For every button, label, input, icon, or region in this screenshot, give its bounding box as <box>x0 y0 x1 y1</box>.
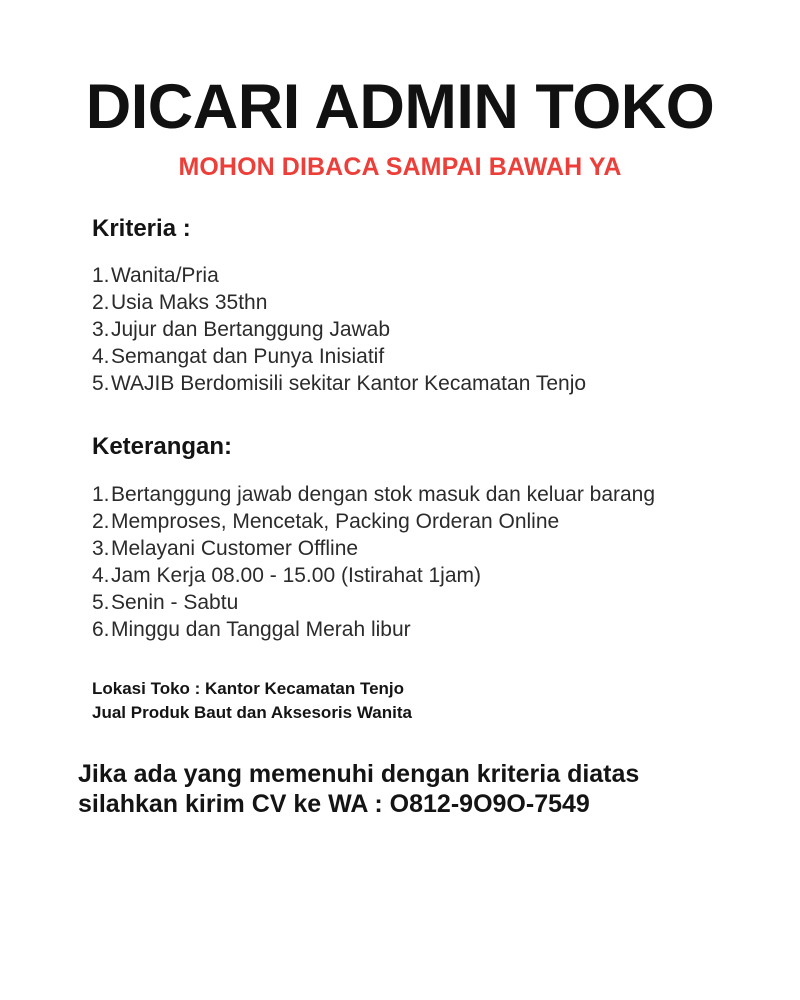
list-item-number: 3. <box>92 537 110 560</box>
product-type-line: Jual Produk Baut dan Aksesoris Wanita <box>92 703 412 722</box>
criteria-heading: Kriteria : <box>92 215 191 242</box>
poster-header <box>0 0 800 180</box>
list-item-label: Usia Maks 35thn <box>111 291 268 314</box>
list-item-label: Jam Kerja 08.00 - 15.00 (Istirahat 1jam) <box>111 564 482 587</box>
list-item-label: Bertanggung jawab dengan stok masuk dan keluar barang <box>111 483 656 506</box>
list-item-label: WAJIB Berdomisili sekitar Kantor Kecamatan Tenjo <box>111 372 587 395</box>
list-item-number: 6. <box>92 618 110 641</box>
closing-call-to-action <box>0 725 800 819</box>
list-item <box>92 535 800 562</box>
list-item <box>92 370 800 397</box>
list-item-label: Memproses, Mencetak, Packing Orderan Online <box>111 510 560 533</box>
list-item <box>92 481 800 508</box>
closing-line-2-whatsapp: silahkan kirim CV ke WA : O812-9O9O-7549 <box>78 790 590 818</box>
list-item <box>92 508 800 535</box>
list-item-label: Jujur dan Bertanggung Jawab <box>111 318 391 341</box>
store-location-line: Lokasi Toko : Kantor Kecamatan Tenjo <box>92 679 405 698</box>
page-title: DICARI ADMIN TOKO <box>85 72 715 142</box>
list-item <box>92 343 800 370</box>
list-item-number: 2. <box>92 291 110 314</box>
list-item <box>92 589 800 616</box>
list-item <box>92 616 800 643</box>
location-block <box>0 643 800 725</box>
list-item <box>92 316 800 343</box>
list-item-number: 5. <box>92 372 110 395</box>
list-item-label: Semangat dan Punya Inisiatif <box>111 345 385 368</box>
details-list <box>92 459 800 643</box>
list-item-label: Melayani Customer Offline <box>111 537 359 560</box>
details-section <box>0 397 800 643</box>
list-item-number: 3. <box>92 318 110 341</box>
list-item-number: 5. <box>92 591 110 614</box>
list-item-number: 4. <box>92 564 110 587</box>
details-heading: Keterangan: <box>92 433 233 460</box>
list-item-number: 1. <box>92 264 110 287</box>
poster-subtitle: MOHON DIBACA SAMPAI BAWAH YA <box>178 153 622 181</box>
list-item-number: 4. <box>92 345 110 368</box>
list-item <box>92 289 800 316</box>
list-item-number: 2. <box>92 510 110 533</box>
closing-line-1: Jika ada yang memenuhi dengan kriteria diatas <box>78 760 640 788</box>
list-item <box>92 562 800 589</box>
list-item-number: 1. <box>92 483 110 506</box>
list-item-label: Wanita/Pria <box>111 264 219 287</box>
list-item <box>92 262 800 289</box>
criteria-list <box>92 241 800 397</box>
criteria-section <box>0 180 800 397</box>
list-item-label: Minggu dan Tanggal Merah libur <box>111 618 411 641</box>
list-item-label: Senin - Sabtu <box>111 591 239 614</box>
